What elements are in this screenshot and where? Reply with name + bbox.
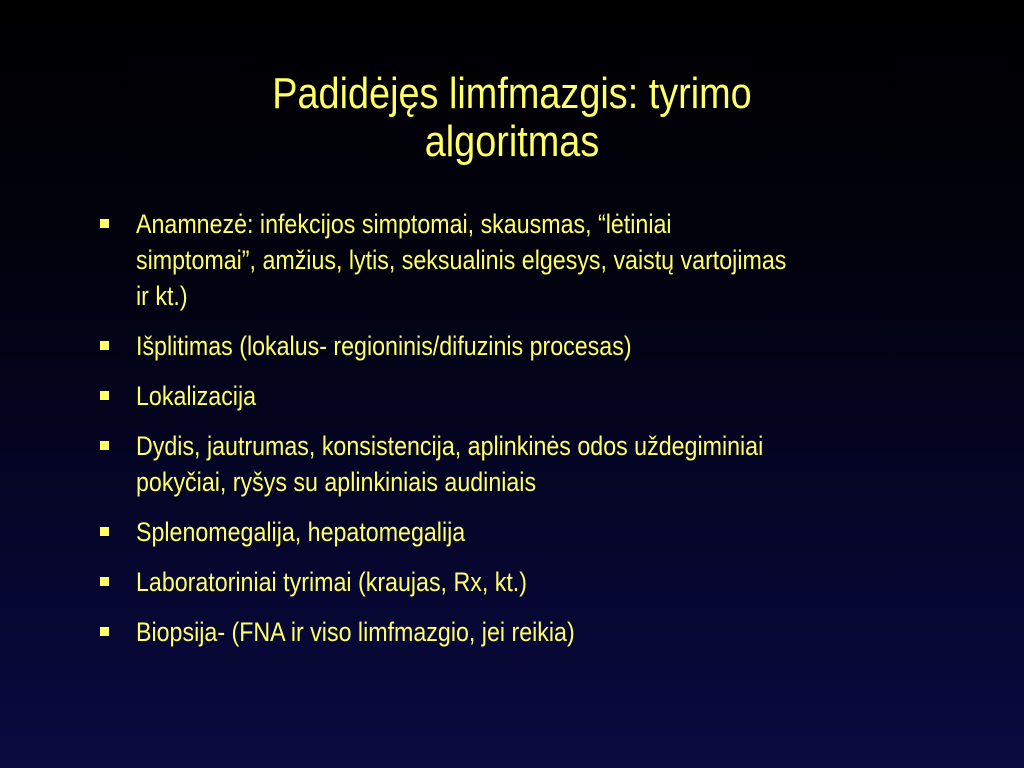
bullet-list bbox=[96, 206, 996, 664]
square-bullet-icon bbox=[100, 219, 109, 228]
bullet-text: Laboratoriniai tyrimai (kraujas, Rx, kt.) bbox=[136, 567, 527, 597]
list-item bbox=[96, 206, 996, 314]
square-bullet-icon bbox=[100, 527, 109, 536]
bullet-text: Biopsija- (FNA ir viso limfmazgio, jei reikia) bbox=[136, 617, 575, 647]
bullet-text: Splenomegalija, hepatomegalija bbox=[136, 517, 466, 547]
list-item bbox=[96, 378, 996, 414]
list-item bbox=[96, 614, 996, 650]
list-item bbox=[96, 328, 996, 364]
bullet-text: Anamnezė: infekcijos simptomai, skausmas, “lėtiniai simptomai”, amžius, lytis, seksualinis elgesys, vaistų vartojimas ir kt.) bbox=[136, 209, 787, 311]
square-bullet-icon bbox=[100, 391, 109, 400]
list-item bbox=[96, 514, 996, 550]
slide-title: Padidėjęs limfmazgis: tyrimo algoritmas bbox=[272, 69, 752, 166]
bullet-text: Lokalizacija bbox=[136, 381, 257, 411]
square-bullet-icon bbox=[100, 341, 109, 350]
bullet-text: Išplitimas (lokalus- regioninis/difuzinis procesas) bbox=[136, 331, 632, 361]
square-bullet-icon bbox=[100, 627, 109, 636]
bullet-text: Dydis, jautrumas, konsistencija, aplinkinės odos uždegiminiai pokyčiai, ryšys su aplinkiniais audiniais bbox=[136, 431, 764, 497]
square-bullet-icon bbox=[100, 441, 109, 450]
list-item bbox=[96, 564, 996, 600]
list-item bbox=[96, 428, 996, 500]
square-bullet-icon bbox=[100, 577, 109, 586]
